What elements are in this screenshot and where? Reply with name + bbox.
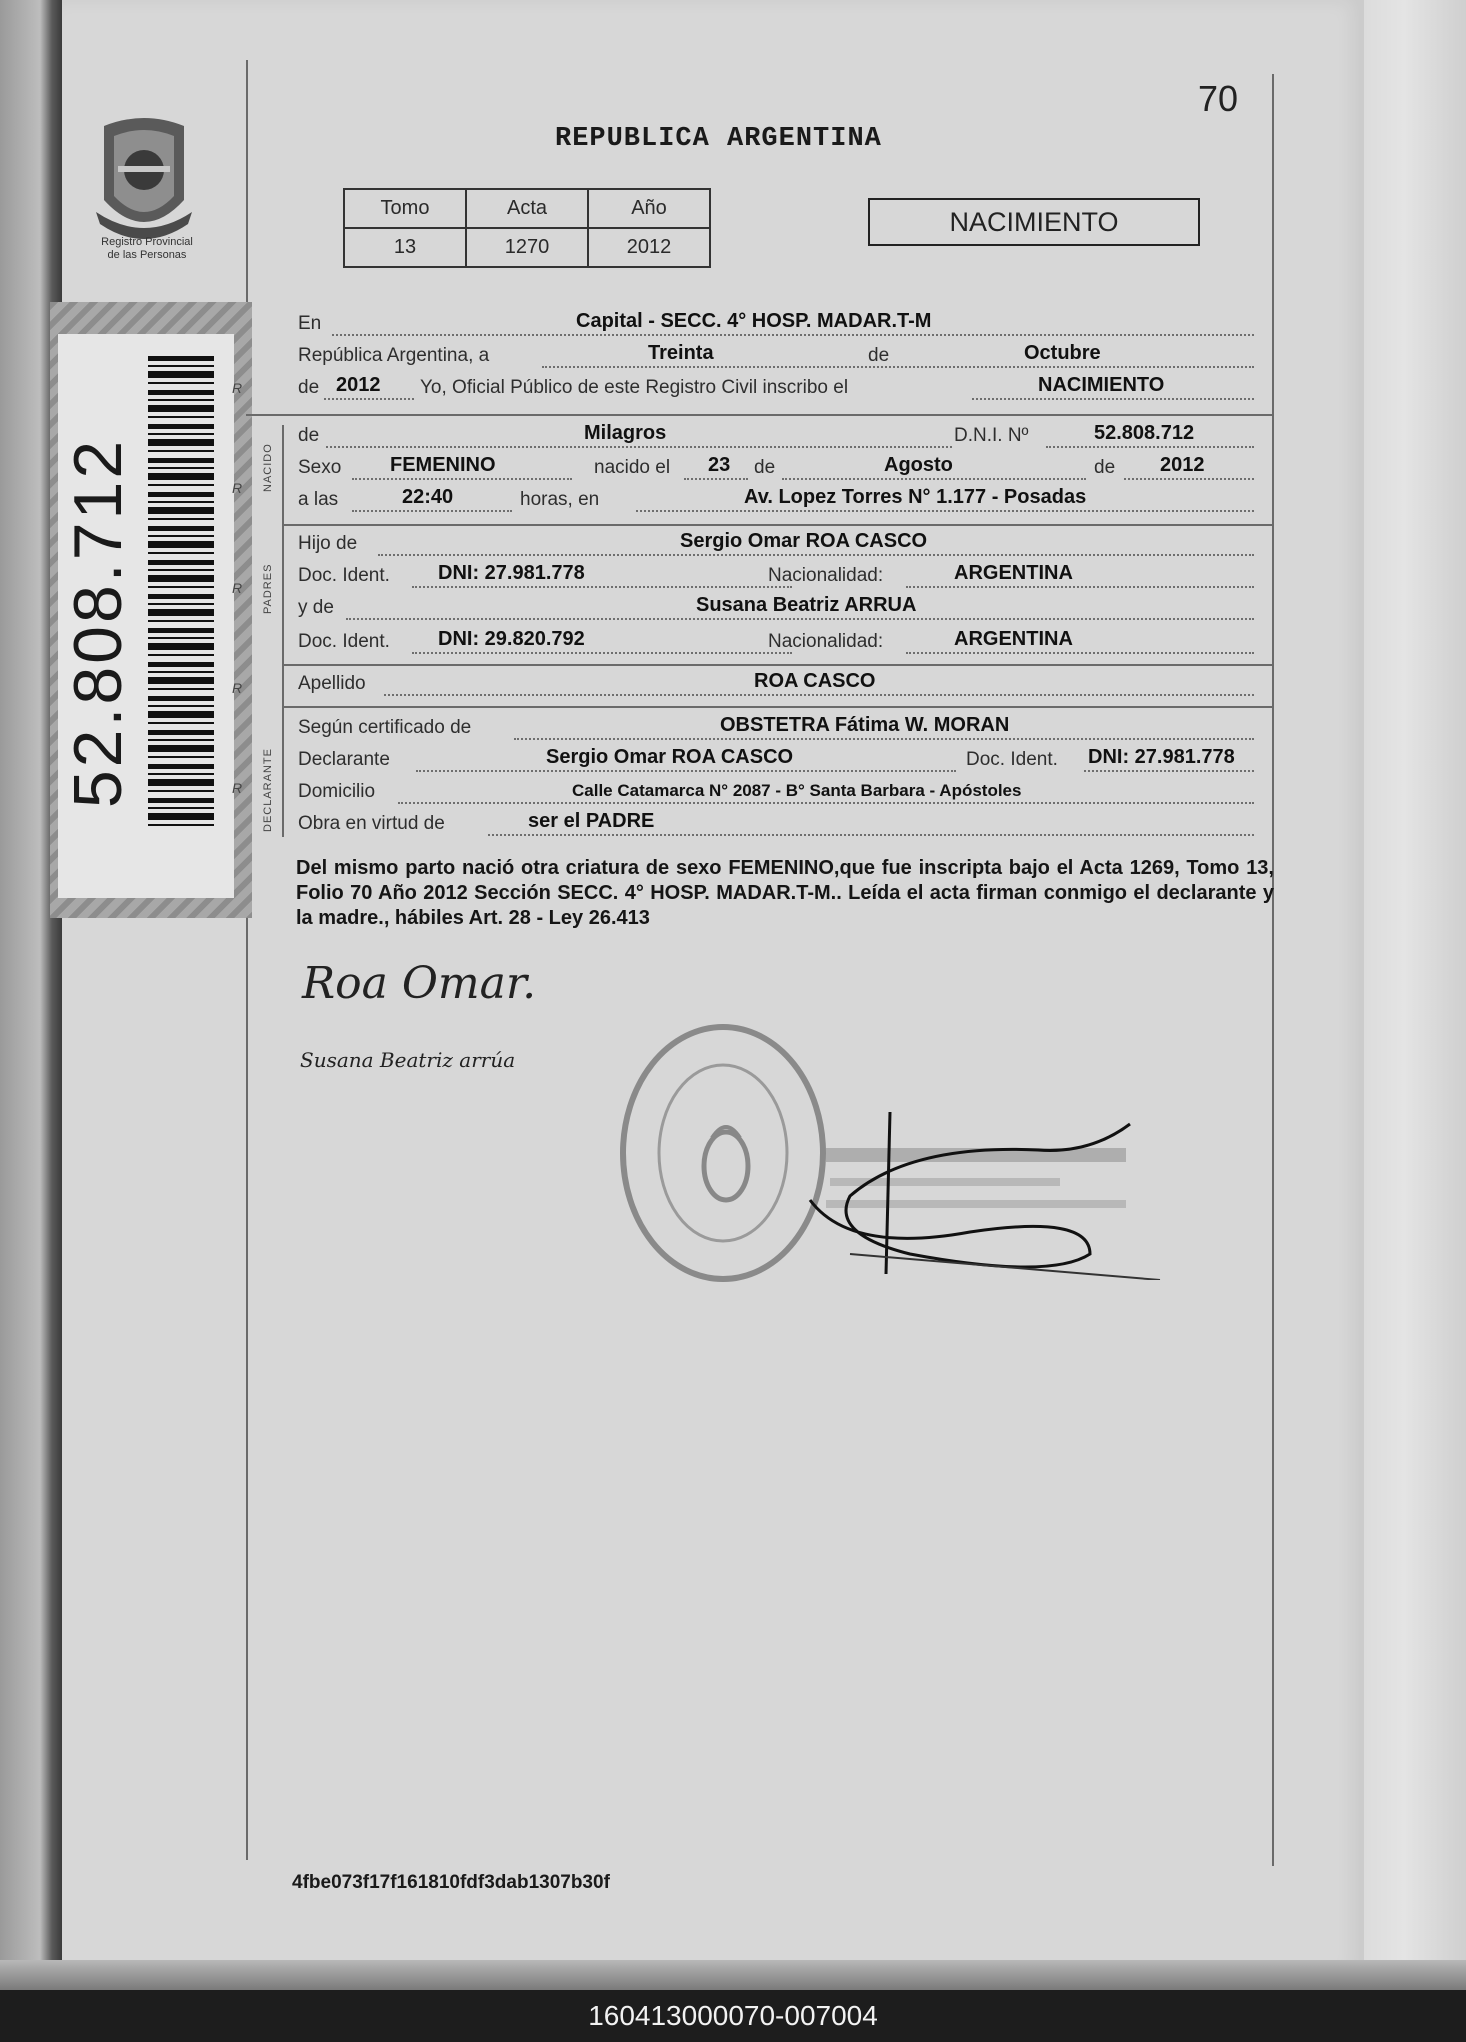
dotted-line [352, 510, 512, 512]
row-year [298, 372, 1254, 402]
row-apellido [298, 668, 1254, 698]
section-label-padres: PADRES [262, 563, 274, 614]
certificate-page [62, 0, 1364, 1976]
label-alas: a las [298, 489, 339, 510]
page-stack-edge [1364, 0, 1466, 1990]
band-mark: R [232, 680, 243, 696]
document-title: REPUBLICA ARGENTINA [555, 124, 882, 154]
dotted-line [636, 510, 1254, 512]
value-father-dni: DNI: 27.981.778 [438, 562, 585, 584]
value-reason: ser el PADRE [528, 810, 655, 832]
value-sex: FEMENINO [390, 454, 496, 476]
section-rule [282, 664, 1272, 666]
value-tomo: 13 [344, 228, 466, 267]
label-de: de [298, 425, 320, 446]
label-nacionalidad: Nacionalidad: [768, 565, 884, 586]
row-madre [298, 592, 1254, 622]
value-place: Capital - SECC. 4° HOSP. MADAR.T-M [576, 310, 932, 332]
row-doc-madre [298, 626, 1254, 656]
label-en: En [298, 313, 322, 334]
label-domicilio: Domicilio [298, 781, 376, 802]
label-doc-ident: Doc. Ident. [298, 631, 390, 652]
barcode-number: 52.808.712 [60, 437, 136, 809]
value-father-nationality: ARGENTINA [954, 562, 1073, 584]
value-birth-month: Agosto [884, 454, 953, 476]
row-domicilio [298, 776, 1254, 806]
dotted-line [416, 770, 956, 772]
label-yde: y de [298, 597, 334, 618]
label-nacido: nacido el [594, 457, 671, 478]
band-mark: R [232, 380, 243, 396]
dotted-line [488, 834, 1254, 836]
value-father: Sergio Omar ROA CASCO [680, 530, 928, 552]
label-declarante: Declarante [298, 749, 390, 770]
section-divider-line [282, 425, 284, 837]
registry-table [343, 188, 711, 268]
band-mark: R [232, 780, 243, 796]
value-birth-day: 23 [708, 454, 731, 476]
registry-header-row [344, 189, 710, 228]
row-sexo [298, 452, 1254, 482]
row-doc-padre [298, 560, 1254, 590]
dotted-line [384, 694, 1254, 696]
section-label-nacido: NACIDO [262, 443, 274, 492]
band-mark: R [232, 580, 243, 596]
value-month: Octubre [1024, 342, 1101, 364]
row-en [298, 308, 1254, 338]
row-obra [298, 808, 1254, 838]
label-de: de [1094, 457, 1116, 478]
dotted-line [972, 398, 1254, 400]
label-nacionalidad: Nacionalidad: [768, 631, 884, 652]
dotted-line [412, 652, 792, 654]
row-hijo [298, 528, 1254, 558]
dotted-line [782, 478, 1086, 480]
label-hijo: Hijo de [298, 533, 358, 554]
label-de: de [298, 377, 320, 398]
label-certificado: Según certificado de [298, 717, 472, 738]
provincial-emblem [84, 108, 204, 248]
value-surname: ROA CASCO [754, 670, 876, 692]
row-certificado [298, 712, 1254, 742]
value-acta: 1270 [466, 228, 588, 267]
label-republica: República Argentina, a [298, 345, 490, 366]
issuer-name-line-1: Registro Provincial [101, 236, 193, 248]
dotted-line [412, 586, 792, 588]
label-sexo: Sexo [298, 457, 342, 478]
value-birth-place: Av. Lopez Torres N° 1.177 - Posadas [744, 486, 1087, 508]
value-birth-year: 2012 [1160, 454, 1205, 476]
issuer-name [72, 236, 222, 262]
value-record: NACIMIENTO [1038, 374, 1165, 396]
label-doc-ident: Doc. Ident. [966, 749, 1058, 770]
section-rule [282, 706, 1272, 708]
page-bottom-shadow [0, 1960, 1466, 1990]
dotted-line [1124, 478, 1254, 480]
dotted-line [906, 652, 1254, 654]
dotted-line [1084, 770, 1254, 772]
label-de: de [754, 457, 776, 478]
right-margin-line [1272, 74, 1274, 1866]
observation-note: Del mismo parto nació otra criatura de sexo FEMENINO,que fue inscripta bajo el Acta 1269, Tomo 13, Folio 70 Año 2012 Sección SECC. 4° HOSP. MADAR.T-M.. Leída el acta firman conmigo el declarante y la madre., hábiles Art. 28 - Ley 26.413 [296, 857, 1274, 929]
mother-signature: Susana Beatriz arrúa [300, 1048, 516, 1072]
section-rule [282, 524, 1272, 526]
value-declarant: Sergio Omar ROA CASCO [546, 746, 794, 768]
official-signature [790, 1104, 1170, 1280]
father-signature: Roa Omar. [302, 958, 537, 1009]
label-de: de [868, 345, 890, 366]
page-number: 70 [1198, 78, 1239, 119]
value-year: 2012 [336, 374, 381, 396]
registry-value-row [344, 228, 710, 267]
label-inscribo: Yo, Oficial Público de este Registro Civil inscribo el [420, 377, 849, 398]
label-horas: horas, en [520, 489, 600, 510]
section-rule [246, 414, 1272, 416]
header-tomo: Tomo [344, 189, 466, 228]
value-dni: 52.808.712 [1094, 422, 1195, 444]
value-time: 22:40 [402, 486, 454, 508]
issuer-name-line-2: de las Personas [107, 249, 187, 261]
dotted-line [326, 446, 952, 448]
value-certifier: OBSTETRA Fátima W. MORAN [720, 714, 1010, 736]
dotted-line [324, 398, 414, 400]
dotted-line [514, 738, 1254, 740]
dotted-line [906, 586, 1254, 588]
value-day: Treinta [648, 342, 714, 364]
dotted-line [684, 478, 748, 480]
row-nombre [298, 420, 1254, 450]
value-ano: 2012 [588, 228, 710, 267]
dotted-line [352, 478, 572, 480]
header-acta: Acta [466, 189, 588, 228]
value-address: Calle Catamarca N° 2087 - B° Santa Barbara - Apóstoles [572, 781, 1022, 800]
label-doc-ident: Doc. Ident. [298, 565, 390, 586]
dotted-line [378, 554, 1254, 556]
dotted-line [1046, 446, 1254, 448]
header-ano: Año [588, 189, 710, 228]
record-type-box: NACIMIENTO [868, 198, 1200, 246]
value-mother-dni: DNI: 29.820.792 [438, 628, 585, 650]
barcode-bars [148, 356, 214, 826]
value-declarant-dni: DNI: 27.981.778 [1088, 746, 1235, 768]
label-dni: D.N.I. Nº [954, 425, 1029, 446]
row-hora [298, 484, 1254, 514]
dotted-line [346, 618, 1254, 620]
label-obra: Obra en virtud de [298, 813, 445, 834]
section-label-declarante: DECLARANTE [262, 748, 274, 832]
dotted-line [398, 802, 1254, 804]
row-declarante [298, 744, 1254, 774]
dotted-line [542, 366, 1254, 368]
value-mother: Susana Beatriz ARRUA [696, 594, 917, 616]
value-mother-nationality: ARGENTINA [954, 628, 1073, 650]
band-mark: R [232, 480, 243, 496]
label-apellido: Apellido [298, 673, 366, 694]
document-hash: 4fbe073f17f161810fdf3dab1307b30f [292, 1872, 610, 1893]
dotted-line [332, 334, 1254, 336]
row-republica [298, 340, 1254, 370]
binding-edge [0, 0, 62, 1990]
document-id-footer: 160413000070-007004 [588, 2000, 878, 2031]
value-name: Milagros [584, 422, 667, 444]
